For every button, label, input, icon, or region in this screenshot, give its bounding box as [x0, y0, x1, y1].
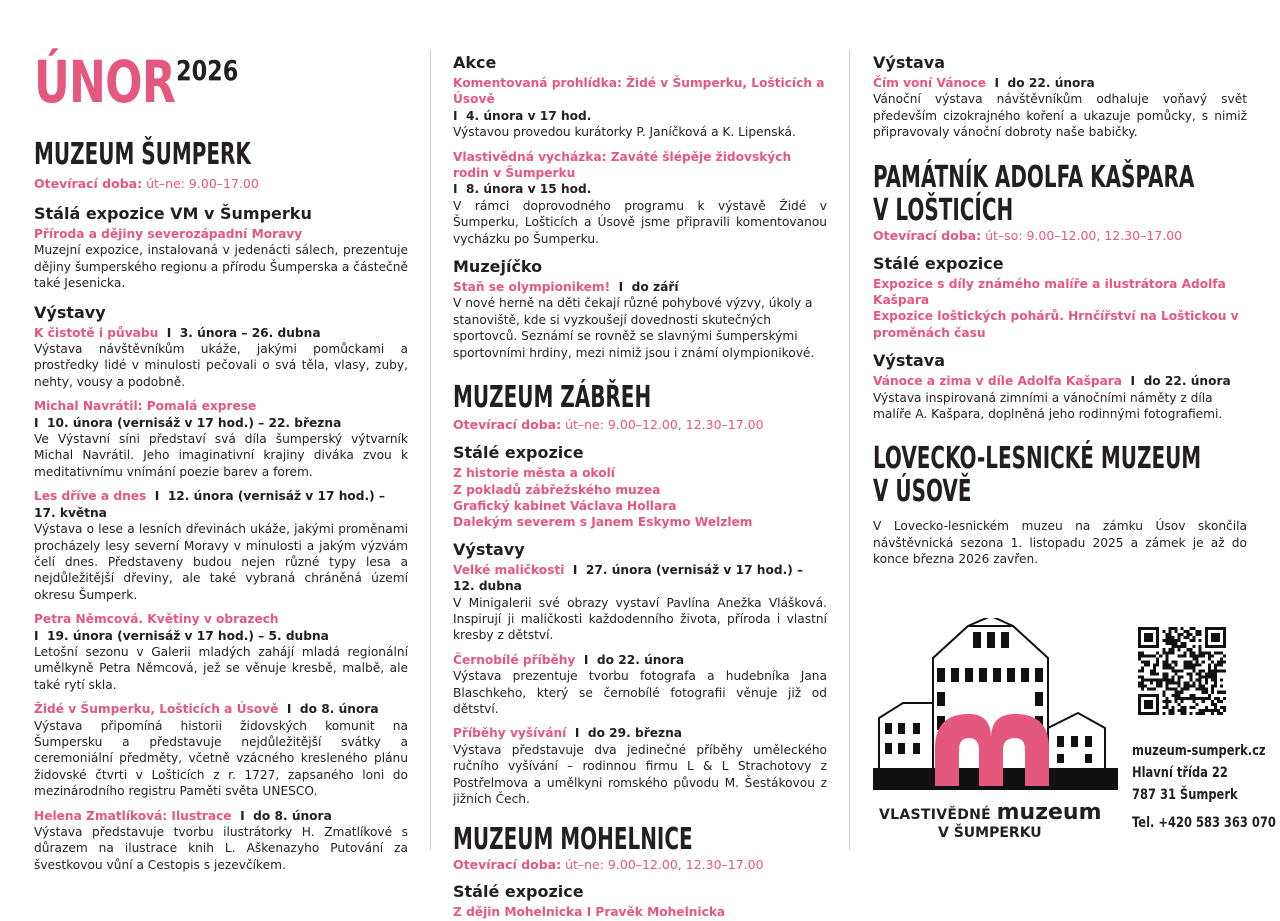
item-title: Židé v Šumperku, Lošticích a Úsově: [34, 702, 279, 717]
item-text: Letošní sezonu v Galerii mladých zahájí mladá regionální umělkyně Petra Němcová, jež se věnuje kresbě, malbě, ale také rytí skla.: [34, 644, 408, 692]
permanent-list: [453, 465, 827, 531]
section-heading: Výstavy: [453, 539, 525, 559]
exhibition-list: [34, 325, 408, 874]
list-item: Dalekým severem s Janem Eskymo Welzlem: [453, 515, 753, 530]
opening-value: út–ne: 9.00–12.00, 12.30–17.00: [565, 857, 764, 873]
item-text: V rámci doprovodného programu k výstavě Židé v Šumperku, Lošticích a Úsově jsme připravili komentovanou vycházku po Šumperku.: [453, 198, 827, 246]
opening-label: Otevírací doba:: [34, 176, 143, 191]
museum-title: LOVECKO-LESNICKÉ MUZEUM: [873, 441, 1202, 477]
logo-word-muzeum: muzeum: [996, 800, 1102, 825]
museum-title: MUZEUM ZÁBŘEH: [453, 380, 652, 416]
column-right: Výstava Čím voní Vánoce I do 22. února Vánoční výstava návštěvníkům odhaluje voňavý svět především cizokrajného koření a ukazuje pomůcky, s nimiž připravovaly vánoční dobroty naše babičky. PAMÁTNÍK ADOLFA KAŠPARA V LOŠTICÍCH Otevírací doba: út–so: 9.00–12.00, 12.30–17.00 Stálé expozice Expozice s díly známého malíře a ilustrátora Adolfa Kašpara Expozice loštických pohárů. Hrnčířství na Loštickou v proměnách času Výstava Vánoce a zima v díle Adolfa Kašpara I do 22. února Výstava inspirovaná zimními a vánočními náměty z díla malíře A. Kašpara, doplněná jeho rodinnými fotografiemi. LOVECKO-LESNICKÉ MUZEUM V ÚSOVĚ V Lovecko-lesnickém muzeu na zámku Úsov skončila návštěvnická sezona 1. listopadu 2025 a zámek je až do konce března 2026 zavřen.: [873, 53, 1247, 567]
item-title: K čistotě i půvabu: [34, 325, 159, 340]
item-text: V nové herně na děti čekají různé pohybové výzvy, úkoly a stanoviště, kde si vyzkoušejí dovednosti skutečných sportovců. Seznámí se rovněž se slavnými šumperskými sportovními hrdiny, mezi nimiž jsou i známí olympionikové.: [453, 296, 815, 360]
list-item: Komentovaná prohlídka: Židé v Šumperku, Lošticích a Úsově I 4. února v 17 hod. Výstavou provedou kurátorky P. Janíčková a K. Lipenská.: [453, 75, 827, 141]
opening-label: Otevírací doba:: [873, 227, 982, 243]
item-title: Expozice s díly známého malíře a ilustrátora Adolfa Kašpara: [873, 276, 1226, 308]
item-date: do 22. února: [1143, 374, 1231, 389]
section-heading: Stálé expozice: [873, 253, 1004, 273]
list-item: Příběhy vyšívání I do 29. března Výstava představuje dva jedinečné příběhy uměleckého ručního vyšívání – rodinnou firmu L & L Strachotovy z Postřelmova a umělkyni romského původu M. Šestákovou z jižních Čech.: [453, 726, 827, 806]
item-title: Čím voní Vánoce: [873, 76, 987, 90]
museum-title-line2: V LOŠTICÍCH: [873, 192, 1014, 228]
item-text: Výstava připomíná historii židovských komunit na Šumpersku a představuje nejdůležitější svátky a ceremoniální předměty, včetně vzácného kresleného plánu židovské čtvrti v Lošticích z r. 1727, zapsaného loni do mezinárodního registru Paměti světa UNESCO.: [34, 718, 408, 799]
list-item: Z pokladů zábřežského muzea: [453, 482, 661, 497]
section-heading: Výstava: [873, 53, 946, 72]
qr-code-icon[interactable]: [1138, 627, 1226, 715]
item-title: Velké maličkosti: [453, 562, 565, 577]
column-sumperk: [34, 138, 408, 873]
month-title: ÚNOR: [34, 48, 176, 116]
phone-number[interactable]: Tel. +420 583 363 070: [1132, 815, 1276, 831]
item-text: Výstavou provedou kurátorky P. Janíčková a K. Lipenská.: [453, 125, 796, 140]
opening-hours: [453, 856, 827, 873]
opening-hours: [453, 416, 827, 433]
museum-title-line2: V ÚSOVĚ: [873, 474, 972, 510]
list-item: Černobílé příběhy I do 22. února Výstava prezentuje tvorbu fotografa a hudebníka Jana Blaschkeho, který se černobílé fotografii věnuje již od dětství.: [453, 652, 827, 716]
item-date: do 22. února: [1007, 76, 1095, 90]
logo-line2: V ŠUMPERKU: [938, 825, 1042, 841]
year-title: 2026: [176, 54, 239, 87]
item-title: Příroda a dějiny severozápadní Moravy: [34, 227, 303, 241]
logo-line1: [879, 800, 1102, 825]
museum-logo: [873, 618, 1118, 846]
item-date: 12. února (vernisáž v 17 hod.) – 17. května: [34, 489, 386, 520]
list-item: Židé v Šumperku, Lošticích a Úsově I do 8. února Výstava připomíná historii židovských komunit na Šumpersku a představuje nejdůležitější svátky a ceremoniální předměty, včetně vzácného kresleného plánu židovské čtvrti v Lošticích z r. 1727, zapsaného loni do mezinárodního registru Paměti světa UNESCO.: [34, 702, 408, 799]
opening-hours: [34, 175, 408, 192]
item-text: V Minigalerii své obrazy vystaví Pavlína Anežka Vlášková. Inspirují ji maličkosti každodenního života, příroda i vlastní kresby z dětství.: [453, 595, 827, 643]
section-heading: Výstavy: [34, 302, 106, 322]
item-text: Výstava inspirovaná zimními a vánočními náměty z díla malíře A. Kašpara, doplněná jeho rodinnými fotografiemi.: [873, 390, 1223, 422]
item-title: Expozice loštických pohárů. Hrnčířství na Loštickou v proměnách času: [873, 309, 1239, 340]
list-item: Grafický kabinet Václava Hollara: [453, 498, 677, 513]
list-item: Staň se olympionikem! I do září V nové herně na děti čekají různé pohybové výzvy, úkoly a stanoviště, kde si vyzkoušejí dovednosti skutečných sportovců. Seznámí se rovněž se slavnými šumperskými sportovními hrdiny, mezi nimiž jsou i známí olympionikové.: [453, 279, 827, 361]
list-item: Vlastivědná vycházka: Zaváté šlépěje židovských rodin v Šumperku I 8. února v 15 hod. V rámci doprovodného programu k výstavě Židé v Šumperku, Lošticích a Úsově jsme připravili komentovanou vycházku po Šumperku.: [453, 149, 827, 246]
item-date: do 8. února: [299, 702, 379, 717]
section-heading: Výstava: [873, 351, 946, 371]
item-title: Z dějin Mohelnicka I Pravěk Mohelnicka: [453, 905, 726, 920]
item-title: Černobílé příběhy: [453, 652, 576, 667]
item-text: V Lovecko-lesnickém muzeu na zámku Úsov skončila návštěvnická sezona 1. listopadu 2025 a zámek je až do konce března 2026 zavřen.: [873, 519, 1247, 567]
item-text: Ve Výstavní síni představí svá díla šumperský výtvarník Michal Navrátil. Jeho imaginativní krajiny diváka zvou k meditativnímu vnímání poezie barev a forem.: [34, 432, 408, 479]
opening-value: út–so: 9.00–12.00, 12.30–17.00: [985, 227, 1183, 243]
event-list: [453, 75, 827, 247]
item-text: Výstava představuje tvorbu ilustrátorky H. Zmatlíkové s důrazem na ilustrace knih L. Aškenazyho Putování za švestkovou vůní a Cestopis s jezevčíkem.: [34, 825, 408, 872]
item-text: Výstava představuje dva jedinečné příběhy uměleckého ručního vyšívání – rodinnou firmu L & L Strachotovy z Postřelmova a umělkyni romského původu M. Šestákovou z jižních Čech.: [453, 742, 827, 806]
list-item: Petra Němcová. Květiny v obrazech I 19. února (vernisáž v 17 hod.) – 5. dubna Letošní sezonu v Galerii mladých zahájí mladá regionální umělkyně Petra Němcová, jež se věnuje kresbě, malbě, ale také rytí skla.: [34, 612, 408, 692]
item-date: 10. února (vernisáž v 17 hod.) – 22. března: [47, 415, 342, 430]
list-item: Michal Navrátil: Pomalá exprese I 10. února (vernisáž v 17 hod.) – 22. března Ve Výstavní síni představí svá díla šumperský výtvarník Michal Navrátil. Jeho imaginativní krajiny diváka zvou k meditativnímu vnímání poezie barev a forem.: [34, 399, 408, 479]
website-link[interactable]: muzeum-sumperk.cz: [1132, 743, 1266, 759]
month-header: [34, 46, 239, 118]
list-item: Z historie města a okolí: [453, 466, 615, 481]
museum-title: MUZEUM ŠUMPERK: [34, 137, 251, 172]
item-date: do 29. března: [587, 726, 683, 741]
list-item: Helena Zmatlíková: Ilustrace I do 8. února Výstava představuje tvorbu ilustrátorky H. Zmatlíkové s důrazem na ilustrace knih L. Aškenazyho Putování za švestkovou vůní a Cestopis s jezevčíkem.: [34, 808, 408, 872]
item-title: Staň se olympionikem!: [453, 280, 611, 295]
item-text: Výstava o lese a lesních dřevinách ukáže, jakými proměnami procházely lesy severní Moravy v minulosti a jakým výzvám čelí dnes. Představeny budou nejen různé typy lesa a nejdůležitější dřeviny, ale také vybraná chráněná území okresu Šumperk.: [34, 522, 408, 602]
item-date: 3. února – 26. dubna: [179, 325, 321, 340]
item-date: do 22. února: [596, 652, 685, 667]
address-city: 787 31 Šumperk: [1132, 787, 1238, 803]
item-title: Příběhy vyšívání: [453, 726, 567, 741]
exhibition-list: [453, 562, 827, 808]
item-date: do září: [631, 280, 679, 295]
section-heading: Muzejíčko: [453, 257, 543, 277]
item-text: Výstava návštěvníkům ukáže, jakými pomůckami a prostředky lidé v minulosti pečovali o svá těla, vlasy, zuby, nehty, vousy a podobně.: [34, 342, 408, 389]
item-date: 27. února (vernisáž v 17 hod.) – 12. dubna: [453, 562, 804, 594]
list-item: K čistotě i půvabu I 3. února – 26. dubna Výstava návštěvníkům ukáže, jakými pomůckami a prostředky lidé v minulosti pečovali o svá těla, vlasy, zuby, nehty, vousy a podobně.: [34, 325, 408, 389]
address-street: Hlavní třída 22: [1132, 765, 1228, 781]
item-title: Vlastivědná vycházka: Zaváté šlépěje židovských rodin v Šumperku: [453, 149, 792, 181]
item-text: Výstava prezentuje tvorbu fotografa a hudebníka Jana Blaschkeho, který se černobílé fotografii věnuje již od dětství.: [453, 669, 827, 716]
item-title: Petra Němcová. Květiny v obrazech: [34, 612, 279, 627]
item-text: Muzejní expozice, instalovaná v jedenácti sálech, prezentuje dějiny šumperského regionu a přírodu Šumperska a částečně také Jesenicka.: [34, 243, 408, 291]
item-date: do 8. února: [253, 808, 332, 823]
opening-value: út–ne: 9.00–17.00: [146, 176, 259, 191]
contact-block: [1132, 740, 1276, 834]
opening-value: út–ne: 9.00–12.00, 12.30–17.00: [565, 417, 764, 433]
item-title: Komentovaná prohlídka: Židé v Šumperku, Lošticích a Úsově: [453, 76, 825, 107]
section-heading: Stálé expozice: [453, 443, 584, 463]
item-title: Les dříve a dnes: [34, 489, 147, 504]
logo-word-vlastivedne: VLASTIVĚDNÉ: [879, 807, 992, 823]
item-text: Vánoční výstava návštěvníkům odhaluje voňavý svět především cizokrajného koření a ukazuje pomůcky, s nimiž připravovaly vánoční dobroty naše babičky.: [873, 92, 1247, 140]
section-heading: Akce: [453, 53, 497, 72]
item-title: Michal Navrátil: Pomalá exprese: [34, 399, 257, 414]
list-item: Les dříve a dnes I 12. února (vernisáž v 17 hod.) – 17. května Výstava o lese a lesních dřevinách ukáže, jakými proměnami procházely lesy severní Moravy v minulosti a jakým výzvám čelí dnes. Představeny budou nejen různé typy lesa a nejdůležitější dřeviny, ale také vybraná chráněná území okresu Šumperk.: [34, 489, 408, 602]
opening-label: Otevírací doba:: [453, 857, 562, 873]
opening-label: Otevírací doba:: [453, 417, 562, 433]
museum-title: MUZEUM MOHELNICE: [453, 822, 693, 858]
item-date: 4. února v 17 hod.: [466, 108, 592, 123]
museum-title: PAMÁTNÍK ADOLFA KAŠPARA: [873, 159, 1195, 195]
item-date: 8. února v 15 hod.: [466, 182, 592, 197]
item-title: Vánoce a zima v díle Adolfa Kašpara: [873, 374, 1123, 389]
section-heading: Stálá expozice VM v Šumperku: [34, 204, 312, 223]
list-item: Velké maličkosti I 27. února (vernisáž v 17 hod.) – 12. dubna V Minigalerii své obrazy vystaví Pavlína Anežka Vlášková. Inspirují ji maličkosti každodenního života, příroda i vlastní kresby z dětství.: [453, 562, 827, 643]
item-title: Helena Zmatlíková: Ilustrace: [34, 808, 232, 823]
section-heading: Stálé expozice: [453, 882, 584, 902]
opening-hours: [873, 227, 1247, 244]
item-date: 19. února (vernisáž v 17 hod.) – 5. dubna: [47, 628, 329, 643]
column-middle: [453, 52, 827, 921]
